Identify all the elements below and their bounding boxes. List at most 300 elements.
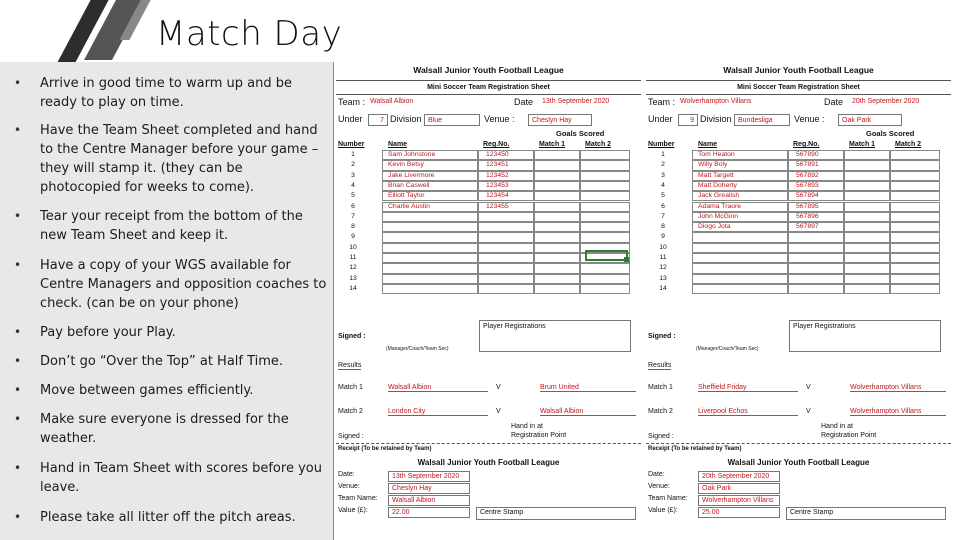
match-label: Match 2 [648,408,673,415]
tear-line [646,443,951,444]
division-value: Blue [424,114,480,126]
match1-header: Match 1 [849,141,876,148]
receipt-value: Cheslyn Hay [388,483,470,494]
receipt-value: 22.00 [388,507,470,518]
bullet-item [14,74,327,112]
grid-cell [382,243,478,253]
match-away: Walsall Albion [540,408,636,416]
grid-cell [890,222,940,232]
hand-in-line2: Registration Point [821,432,877,439]
grid-cell [478,274,534,284]
grid-cell [478,150,534,160]
receipt-key: Date: [648,471,665,478]
league-title: Walsall Junior Youth Football League [723,65,874,75]
player-reg: 567896 [796,212,819,220]
name-header: Name [388,141,408,148]
grid-cell [478,181,534,191]
player-reg: 123453 [486,181,509,189]
grid-cell [534,243,580,253]
grid-cell [478,160,534,170]
selection-handle [624,257,629,262]
grid-cell [844,222,890,232]
team-label: Team : [648,97,676,107]
match2-header: Match 2 [585,141,612,148]
receipt-key: Venue: [338,483,360,490]
grid-cell [692,160,788,170]
grid-cell [478,243,534,253]
player-reg: 567894 [796,192,819,200]
receipt-value: 20th September 2020 [698,471,780,482]
player-row [646,253,951,263]
receipt-label: Receipt (To be retained by Team) [648,446,742,452]
under-value: 7 [368,114,388,126]
bullet-text: Don’t go “Over the Top” at Half Time. [40,354,284,369]
bullet-icon: • [14,354,22,368]
hand-in-line1: Hand in at [511,423,543,430]
player-row [336,284,641,294]
grid-cell [382,181,478,191]
receipt-label: Receipt (To be retained by Team) [338,446,432,452]
bullet-text: Hand in Team Sheet with scores before you leave. [40,461,322,495]
match-home: London City [388,408,488,416]
receipt-key: Value (£): [648,507,678,514]
player-number: 13 [659,274,667,282]
receipt-key: Date: [338,471,355,478]
bullet-icon: • [14,209,22,223]
player-name: Willy Boly [698,161,728,169]
player-row [646,202,951,212]
player-name: Sam Johnstone [388,151,436,158]
bullet-item [14,410,327,448]
player-number: 3 [661,171,665,179]
player-registrations-box: Player Registrations [789,320,941,352]
receipt-value: Wolverhampton Villans [698,495,780,506]
player-number: 11 [659,254,667,261]
grid-cell [890,160,940,170]
receipt-key: Venue: [648,483,670,490]
grid-cell [534,253,580,263]
grid-cell [844,274,890,284]
player-row [336,171,641,181]
player-name: Adama Traore [698,202,742,210]
team-label: Team : [338,97,366,107]
player-number: 1 [661,151,665,158]
player-row [336,150,641,160]
match-row [338,384,638,397]
grid-cell [890,263,940,273]
player-number: 14 [349,284,357,292]
team-sheet-image [333,62,960,540]
player-reg: 567892 [796,171,819,179]
venue-label: Venue : [484,114,515,124]
slide-title: Match Day [156,14,343,54]
versus-label: V [496,384,501,391]
player-reg: 567897 [796,223,819,231]
bullet-text: Arrive in good time to warm up and be ready to play on time. [40,76,292,110]
date-value: 13th September 2020 [542,98,610,105]
team-value: Walsall Albion [370,98,414,105]
bullet-text: Have a copy of your WGS available for Centre Managers and opposition coaches to check. (can be on your phone) [40,258,327,311]
grid-cell [692,284,788,294]
grid-cell [478,191,534,201]
grid-cell [478,232,534,242]
bullet-item [14,352,327,371]
team-row [336,97,641,111]
grid-cell [844,284,890,294]
results-label: Results [648,362,672,369]
grid-cell [844,232,890,242]
grid-cell [844,202,890,212]
player-number: 12 [659,264,667,272]
player-row [646,232,951,242]
team-row [646,97,951,111]
player-number: 8 [351,223,355,231]
grid-cell [580,274,630,284]
grid-cell [382,263,478,273]
cell-selection [585,250,628,261]
grid-cell [692,263,788,273]
signed2-label: Signed : [648,433,674,440]
player-name: Diogo Jota [698,223,731,231]
match-home: Liverpool Echos [698,408,798,416]
player-number: 10 [659,243,667,251]
player-name: Elliott Taylor [388,192,425,200]
player-name: Jake Livermore [388,171,435,179]
match-label: Match 1 [338,384,363,391]
league-title: Walsall Junior Youth Football League [413,65,564,75]
receipt-key: Value (£): [338,507,368,514]
goals-scored-label: Goals Scored [866,129,915,138]
grid-cell [890,284,940,294]
grid-cell [788,263,844,273]
grid-cell [382,222,478,232]
grid-cell [890,191,940,201]
bullet-item [14,323,327,342]
receipt-value: 25.00 [698,507,780,518]
player-row [336,274,641,284]
bullet-text: Have the Team Sheet completed and hand to the Centre Manager before your game – they will stamp it. (they can be photocopied for weeks to come). [40,123,319,195]
grid-cell [788,181,844,191]
grid-cell [788,274,844,284]
player-name: Matt Doherty [698,181,737,189]
grid-cell [890,212,940,222]
receipt-row [338,483,638,495]
player-reg: 123450 [486,151,509,158]
grid-cell [382,253,478,263]
signed-label: Signed : [648,333,676,340]
player-row [336,212,641,222]
grid-cell [382,160,478,170]
bullet-icon: • [14,76,22,90]
player-number: 11 [349,254,357,261]
grid-cell [534,274,580,284]
player-row [336,191,641,201]
grid-cell [788,284,844,294]
grid-cell [844,243,890,253]
player-number: 6 [661,202,665,210]
grid-cell [844,150,890,160]
hand-in-note [511,422,566,440]
grid-cell [534,150,580,160]
versus-label: V [496,408,501,415]
grid-cell [890,274,940,284]
grid-cell [788,232,844,242]
grid-cell [478,202,534,212]
player-number: 5 [351,192,355,200]
player-number: 1 [351,151,355,158]
grid-cell [534,202,580,212]
player-row [646,274,951,284]
bullet-icon: • [14,123,22,137]
signed-label: Signed : [338,333,366,340]
player-row [336,202,641,212]
grid-cell [534,263,580,273]
player-row [336,263,641,273]
grid-cell [382,171,478,181]
grid-cell [382,150,478,160]
grid-cell [844,191,890,201]
player-number: 6 [351,202,355,210]
receipt-row [648,483,948,495]
bullet-text: Pay before your Play. [40,325,176,340]
receipt-row [338,471,638,483]
match-home: Sheffield Friday [698,384,798,392]
grid-cell [580,202,630,212]
match-row [648,384,948,397]
date-label: Date [824,97,844,107]
player-row [336,232,641,242]
grid-cell [534,284,580,294]
grid-cell [580,263,630,273]
grid-cell [382,202,478,212]
team-sheet-right [646,62,951,540]
player-number: 10 [349,243,357,251]
player-name: Jack Grealish [698,192,740,200]
grid-cell [890,150,940,160]
grid-cell [788,253,844,263]
player-reg: 123454 [486,192,509,200]
player-row [646,150,951,160]
grid-cell [844,263,890,273]
bullet-text: Make sure everyone is dressed for the weather. [40,412,289,446]
player-number: 8 [661,223,665,231]
match-away: Brum United [540,384,636,392]
grid-cell [382,284,478,294]
player-reg: 567891 [796,161,819,169]
grid-cell [692,253,788,263]
grid-cell [788,191,844,201]
player-reg: 123452 [486,171,509,179]
grid-cell [692,150,788,160]
grid-cell [478,263,534,273]
grid-cell [382,274,478,284]
grid-cell [788,171,844,181]
centre-stamp-box: Centre Stamp [786,507,946,520]
bullet-item [14,207,327,245]
name-header: Name [698,141,718,148]
bullet-icon: • [14,383,22,397]
team-value: Wolverhampton Villans [680,98,752,105]
grid-cell [692,232,788,242]
bullet-item [14,121,327,197]
player-row [646,171,951,181]
grid-cell [580,232,630,242]
number-header: Number [338,141,365,148]
player-row [646,222,951,232]
receipt-league-title: Walsall Junior Youth Football League [727,458,870,467]
player-row [646,284,951,294]
player-reg: 567895 [796,202,819,210]
grid-cell [692,171,788,181]
player-row [646,181,951,191]
grid-cell [692,274,788,284]
player-name: Matt Targett [698,171,734,179]
grid-cell [788,202,844,212]
grid-cell [844,181,890,191]
receipt-row [338,495,638,507]
grid-cell [382,232,478,242]
grid-cell [478,284,534,294]
grid-cell [692,202,788,212]
grid-cell [788,160,844,170]
player-reg: 123455 [486,202,509,210]
player-row [646,243,951,253]
under-label: Under [338,114,363,124]
player-row [646,191,951,201]
player-row [336,160,641,170]
grid-cell [788,212,844,222]
grid-cell [788,243,844,253]
tear-line [336,443,641,444]
signed2-label: Signed : [338,433,364,440]
match-away: Wolverhampton Villans [850,408,946,416]
date-label: Date [514,97,534,107]
player-number: 14 [659,284,667,292]
sheet-title: Mini Soccer Team Registration Sheet [336,80,641,95]
grid-cell [788,150,844,160]
grid-cell [580,171,630,181]
bullet-item [14,508,327,527]
signed-sub-label: (Manager/Coach/Team Sec) [386,346,449,352]
grid-cell [844,171,890,181]
results-label: Results [338,362,362,369]
grid-cell [580,181,630,191]
player-number: 3 [351,171,355,179]
centre-stamp-box: Centre Stamp [476,507,636,520]
match-home: Walsall Albion [388,384,488,392]
receipt-value: Walsall Albion [388,495,470,506]
grid-cell [382,212,478,222]
grid-cell [580,222,630,232]
player-number: 7 [661,212,665,220]
hand-in-line1: Hand in at [821,423,853,430]
grid-cell [844,160,890,170]
player-reg: 123451 [486,161,509,169]
venue-value: Oak Park [838,114,902,126]
bullet-icon: • [14,325,22,339]
grid-cell [534,181,580,191]
player-registrations-box: Player Registrations [479,320,631,352]
player-row [336,222,641,232]
match-row [648,408,948,421]
grid-cell [534,232,580,242]
bullet-icon: • [14,412,22,426]
match-label: Match 1 [648,384,673,391]
match1-header: Match 1 [539,141,566,148]
receipt-key: Team Name: [648,495,688,502]
grid-cell [890,181,940,191]
player-number: 13 [349,274,357,282]
grid-cell [788,222,844,232]
grid-cell [580,212,630,222]
division-label: Division [390,114,422,124]
under-value: 9 [678,114,698,126]
receipt-league-title: Walsall Junior Youth Football League [417,458,560,467]
under-row [336,114,641,127]
player-reg: 567890 [796,151,819,158]
grid-cell [534,212,580,222]
receipt-key: Team Name: [338,495,378,502]
player-row [336,181,641,191]
grid-cell [580,191,630,201]
match-away: Wolverhampton Villans [850,384,946,392]
under-label: Under [648,114,673,124]
date-value: 20th September 2020 [852,98,920,105]
grid-cell [844,212,890,222]
grid-cell [890,232,940,242]
grid-cell [844,253,890,263]
grid-cell [478,171,534,181]
hand-in-note [821,422,876,440]
bullet-icon: • [14,258,22,272]
under-row [646,114,951,127]
versus-label: V [806,408,811,415]
player-number: 12 [349,264,357,272]
goals-scored-label: Goals Scored [556,129,605,138]
bullet-icon: • [14,461,22,475]
grid-cell [478,253,534,263]
reg-header: Reg.No. [483,141,510,148]
grid-cell [692,181,788,191]
receipt-value: 13th September 2020 [388,471,470,482]
grid-cell [382,191,478,201]
player-row [646,212,951,222]
number-header: Number [648,141,675,148]
grid-cell [534,191,580,201]
grid-cell [478,212,534,222]
player-number: 4 [351,181,355,189]
match2-header: Match 2 [895,141,922,148]
grid-cell [534,160,580,170]
bullet-item [14,381,327,400]
bullet-item [14,256,327,313]
bullet-text: Tear your receipt from the bottom of the new Team Sheet and keep it. [40,209,303,243]
grid-cell [692,243,788,253]
player-number: 2 [351,161,355,169]
player-name: Kevin Betsy [388,161,424,169]
grid-cell [580,160,630,170]
grid-cell [890,253,940,263]
player-row [646,263,951,273]
grid-cell [580,284,630,294]
grid-cell [890,171,940,181]
player-number: 7 [351,212,355,220]
venue-value: Cheslyn Hay [528,114,592,126]
bullet-text: Please take all litter off the pitch areas. [40,510,296,525]
player-reg: 567893 [796,181,819,189]
grid-cell [692,212,788,222]
bullet-item [14,459,327,497]
